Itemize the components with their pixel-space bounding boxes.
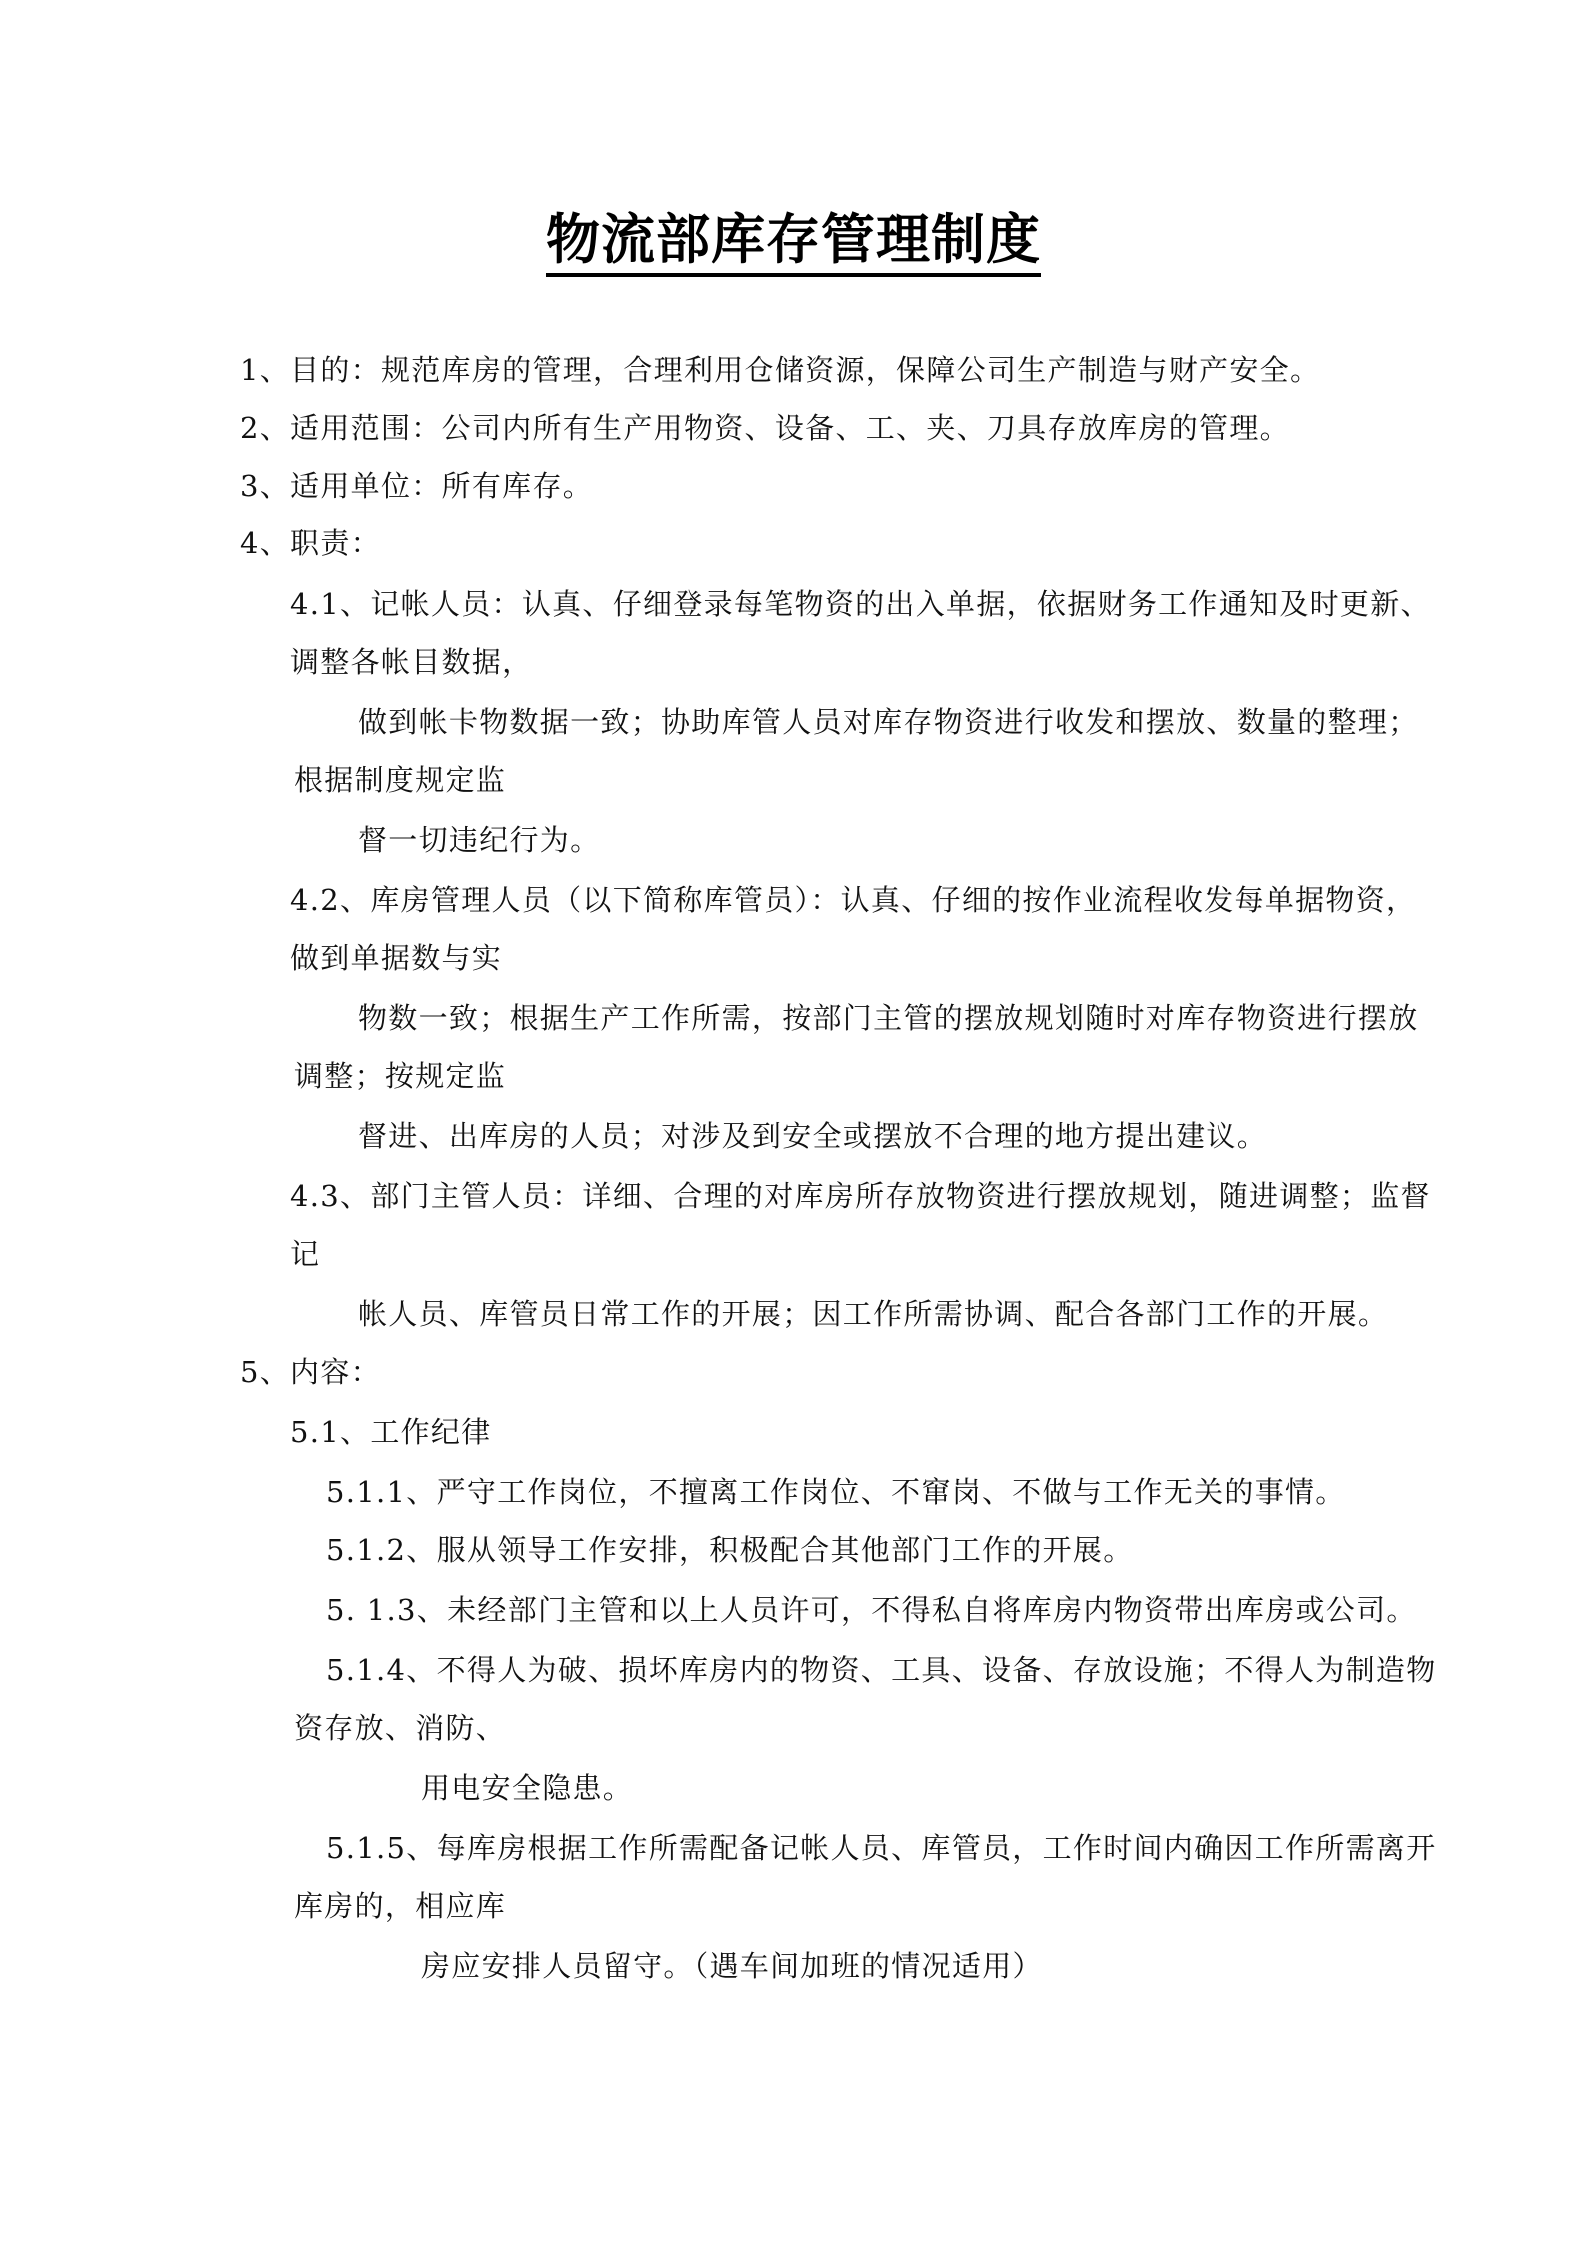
section-5-1-work-discipline: 5.1、工作纪律: [290, 1415, 492, 1449]
section-4-1-line-2: 调整各帐目数据，: [290, 645, 533, 679]
section-5-1-2: 5.1.2、服从领导工作安排，积极配合其他部门工作的开展。: [326, 1533, 1134, 1567]
section-4-responsibilities: 4、职责：: [240, 526, 381, 560]
section-5-1-1: 5.1.1、严守工作岗位，不擅离工作岗位、不窜岗、不做与工作无关的事情。: [326, 1475, 1346, 1509]
document-title-text: 物流部库存管理制度: [546, 208, 1041, 277]
section-5-1-5-line-2: 库房的，相应库: [294, 1889, 507, 1923]
section-4-2-line-3: 物数一致；根据生产工作所需，按部门主管的摆放规划随时对库存物资进行摆放: [358, 1001, 1419, 1035]
section-5-1-5-line-1: 5.1.5、每库房根据工作所需配备记帐人员、库管员，工作时间内确因工作所需离开: [326, 1831, 1437, 1865]
section-5-1-4-line-2: 资存放、消防、: [294, 1711, 507, 1745]
document-title: [0, 205, 1587, 275]
section-4-3-line-1: 4.3、部门主管人员：详细、合理的对库房所存放物资进行摆放规划，随进调整；监督: [290, 1179, 1431, 1213]
section-4-1-line-4: 根据制度规定监: [294, 763, 507, 797]
section-1-purpose: 1、目的：规范库房的管理，合理利用仓储资源，保障公司生产制造与财产安全。: [240, 353, 1321, 387]
section-4-2-line-4: 调整；按规定监: [294, 1059, 507, 1093]
section-4-1-line-1: 4.1、记帐人员：认真、仔细登录每笔物资的出入单据，依据财务工作通知及时更新、: [290, 587, 1431, 621]
section-4-3-line-3: 帐人员、库管员日常工作的开展；因工作所需协调、配合各部门工作的开展。: [358, 1297, 1389, 1331]
section-5-1-4-line-1: 5.1.4、不得人为破、损坏库房内的物资、工具、设备、存放设施；不得人为制造物: [326, 1653, 1437, 1687]
section-4-1-line-5: 督一切违纪行为。: [358, 823, 601, 857]
section-5-1-4-line-3: 用电安全隐患。: [421, 1771, 634, 1805]
section-4-2-line-5: 督进、出库房的人员；对涉及到安全或摆放不合理的地方提出建议。: [358, 1119, 1268, 1153]
section-4-3-line-2: 记: [290, 1237, 321, 1271]
section-5-content: 5、内容：: [240, 1355, 381, 1389]
section-5-1-5-line-3: 房应安排人员留守。（遇车间加班的情况适用）: [421, 1949, 1043, 1983]
section-5-1-3: 5. 1.3、未经部门主管和以上人员许可，不得私自将库房内物资带出库房或公司。: [326, 1593, 1417, 1627]
section-4-1-line-3: 做到帐卡物数据一致；协助库管人员对库存物资进行收发和摆放、数量的整理；: [358, 705, 1419, 739]
section-4-2-line-2: 做到单据数与实: [290, 941, 503, 975]
section-3-applicable-units: 3、适用单位：所有库存。: [240, 469, 594, 503]
section-4-2-line-1: 4.2、库房管理人员（以下简称库管员）：认真、仔细的按作业流程收发每单据物资，: [290, 883, 1417, 917]
section-2-scope: 2、适用范围：公司内所有生产用物资、设备、工、夹、刀具存放库房的管理。: [240, 411, 1290, 445]
